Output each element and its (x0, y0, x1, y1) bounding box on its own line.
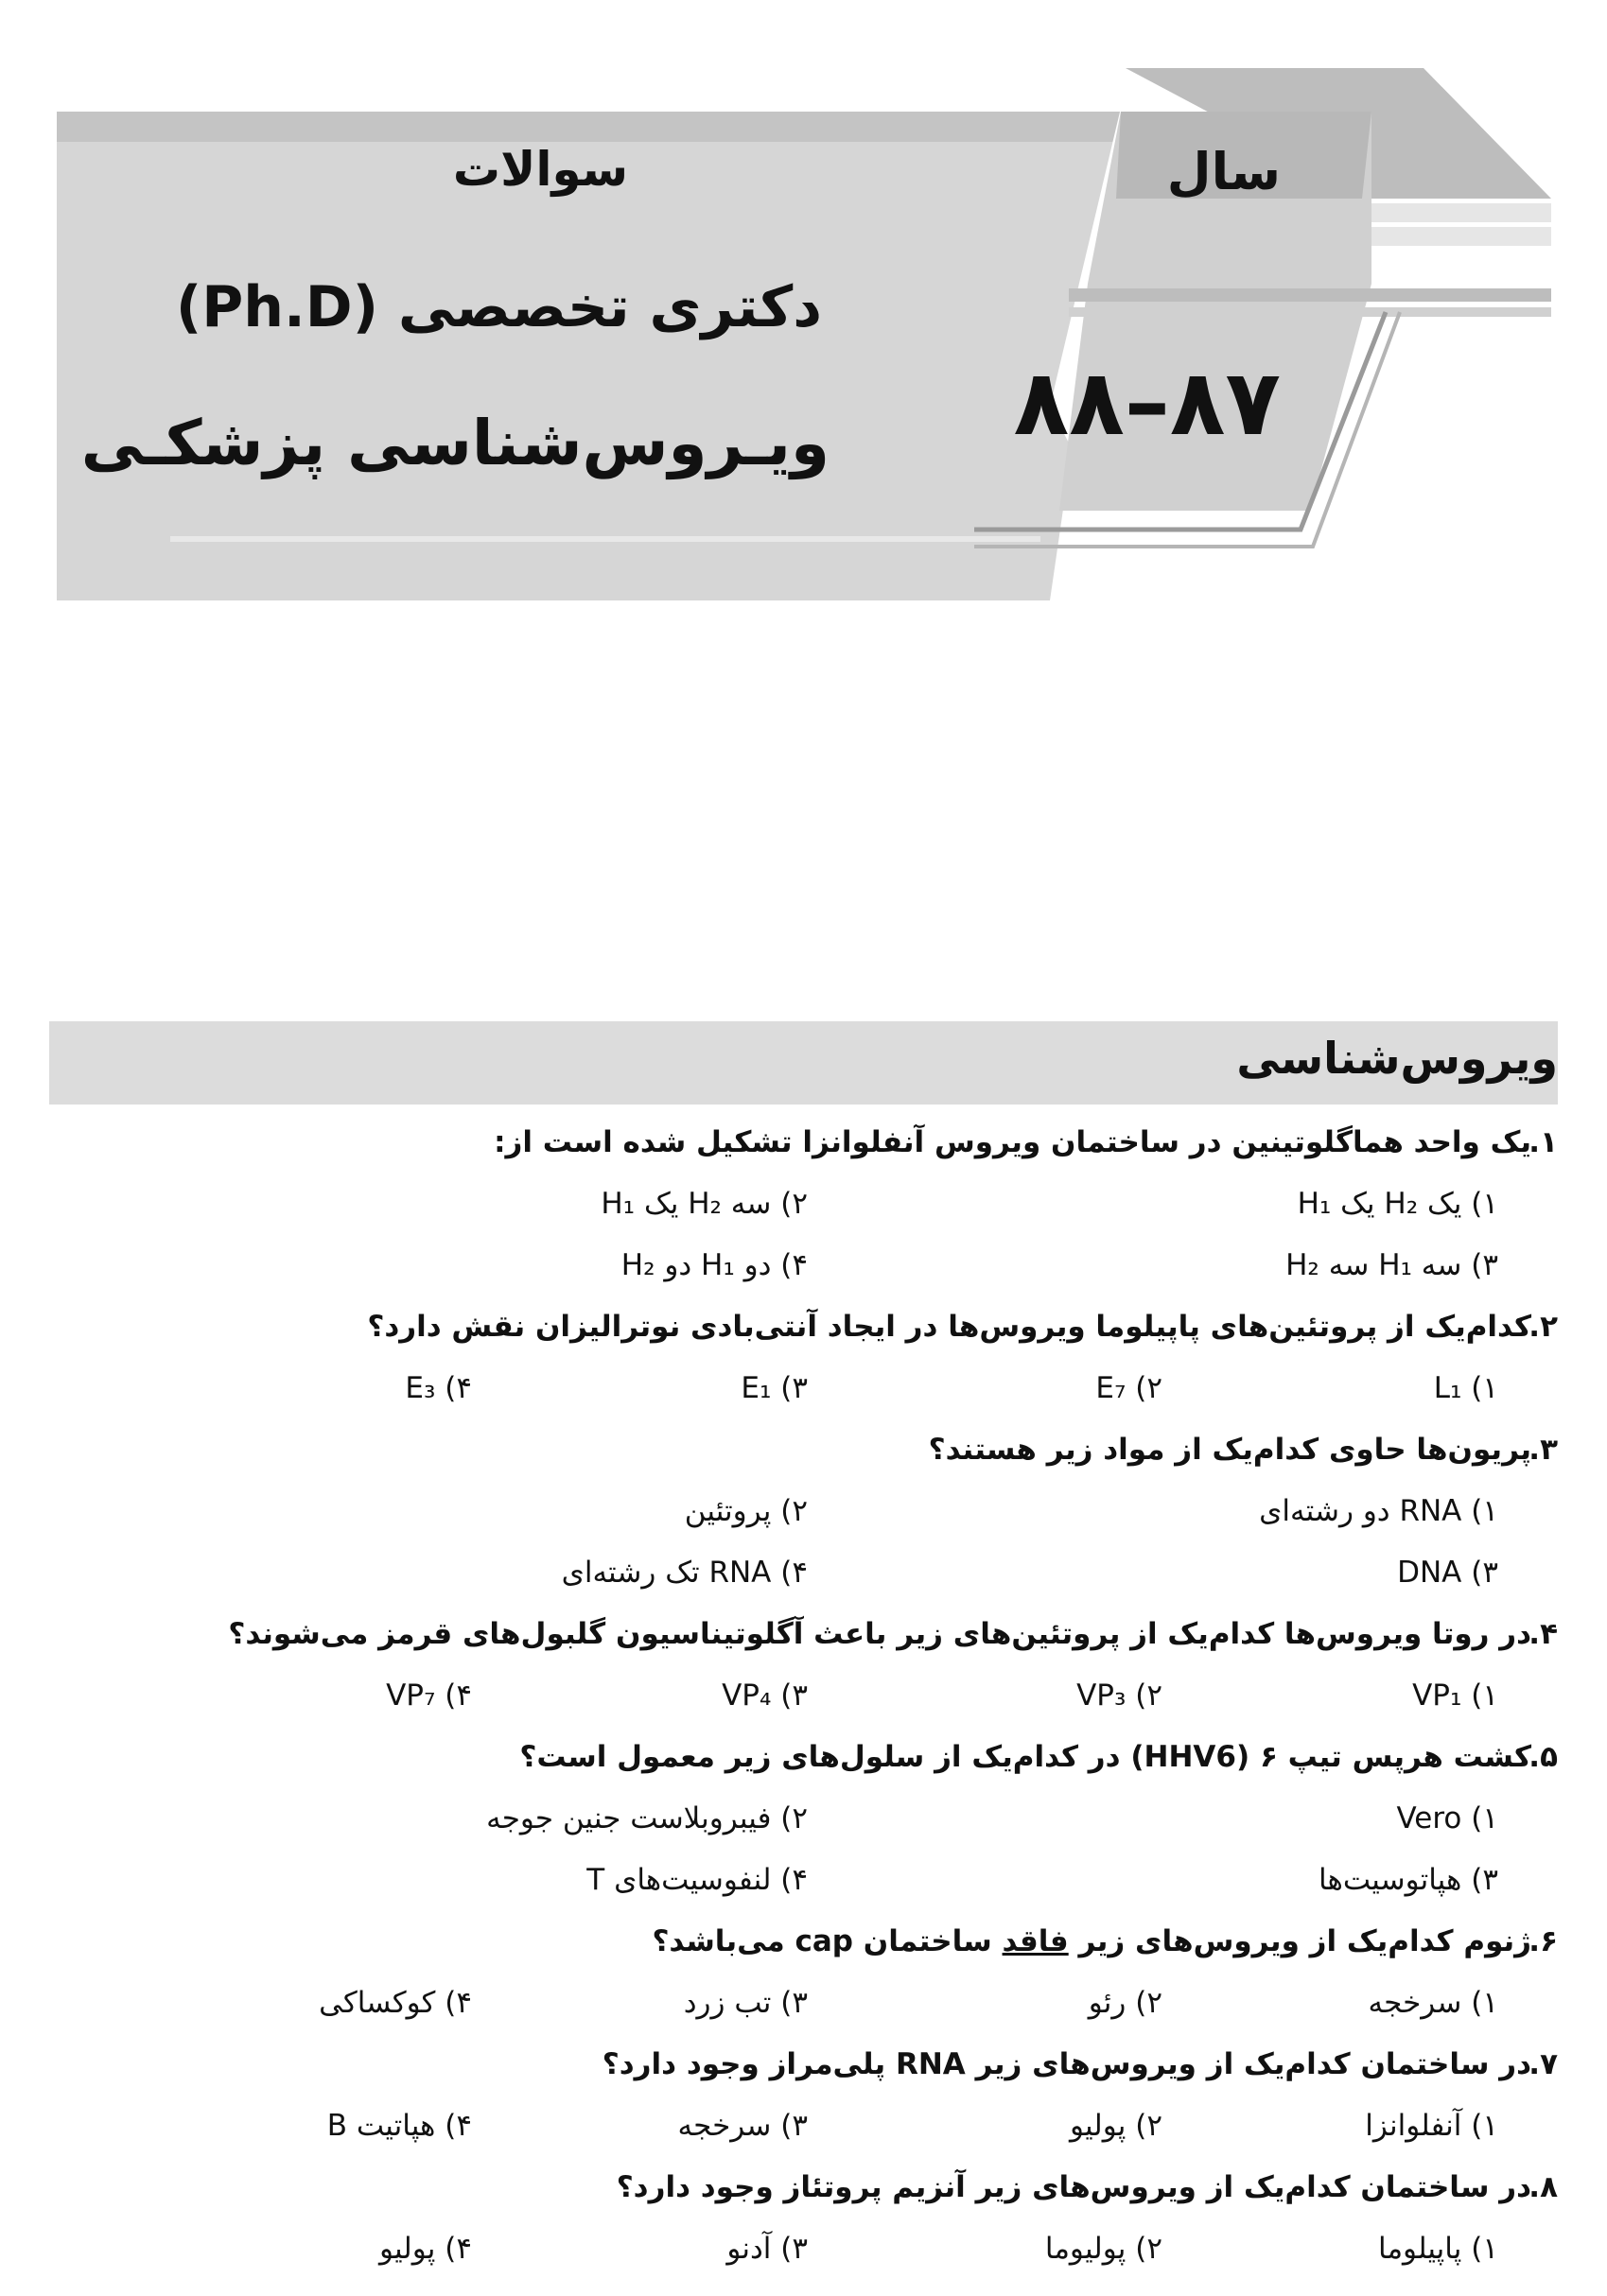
option: ۴) پولیو (378, 2232, 472, 2266)
question-number: ۶. (1528, 1924, 1558, 1958)
year-label: سال (1166, 142, 1281, 201)
question-number: ۵. (1528, 1740, 1558, 1774)
option: ۲) E₇ (1095, 1371, 1162, 1405)
option: ۱) VP₁ (1412, 1679, 1498, 1713)
option: ۲) سه H₂ یک H₁ (601, 1187, 808, 1221)
option: ۱) L₁ (1433, 1371, 1498, 1405)
question-number: ۲. (1528, 1310, 1558, 1344)
question-text: پریون‌ها حاوی کدام‌یک از مواد زیر هستند؟ (928, 1433, 1531, 1467)
option: ۱) آنفلوانزا (1365, 2109, 1498, 2143)
option: ۳) هپاتوسیت‌ها (1319, 1863, 1498, 1897)
option: ۴) RNA تک رشته‌ای (561, 1556, 808, 1590)
header-banner (0, 0, 1607, 662)
option: ۲) رئو (1088, 1986, 1162, 2020)
question-text-part: ژنوم کدام‌یک از ویروس‌های زیر (1068, 1924, 1531, 1958)
option: ۳) سه H₁ سه H₂ (1285, 1248, 1498, 1282)
question-text: یک واحد هماگلوتینین در ساختمان ویروس آنفلوانزا تشکیل شده است از: (494, 1125, 1531, 1159)
question-number: ۴. (1528, 1617, 1558, 1651)
option: ۴) VP₇ (386, 1679, 472, 1713)
question-number: ۸. (1528, 2170, 1558, 2204)
option: ۴) لنفوسیت‌های T (586, 1863, 808, 1897)
option: ۳) تب زرد (683, 1986, 808, 2020)
option: ۳) E₁ (741, 1371, 808, 1405)
question-text-emphasis: فاقد (1002, 1924, 1069, 1958)
question-text: کدام‌یک از پروتئین‌های پاپیلوما ویروس‌ها در ایجاد آنتی‌بادی نوترالیزان نقش دارد؟ (367, 1310, 1531, 1344)
section-title: ویروس‌شناسی (1236, 1033, 1558, 1084)
question-text: در ساختمان کدام‌یک از ویروس‌های زیر RNA پلی‌مراز وجود دارد؟ (602, 2047, 1531, 2081)
option: ۱) پاپیلوما (1378, 2232, 1498, 2266)
question-number: ۳. (1528, 1433, 1558, 1467)
year-range: ۸۸–۸۷ (1013, 350, 1281, 456)
option: ۱) RNA دو رشته‌ای (1259, 1494, 1498, 1528)
question-text: در روتا ویروس‌ها کدام‌یک از پروتئین‌های زیر باعث آگلوتیناسیون گلبول‌های قرمز می‌شوند؟ (228, 1617, 1531, 1651)
option: ۴) کوکساکی (319, 1986, 472, 2020)
option: ۳) VP₄ (722, 1679, 808, 1713)
option: ۲) پروتئین (684, 1494, 808, 1528)
degree-title: دکتری تخصصی (Ph.D) (175, 274, 822, 340)
option: ۲) پولیوما (1044, 2232, 1162, 2266)
questions-label: سوالات (452, 142, 628, 197)
question-text: در ساختمان کدام‌یک از ویروس‌های زیر آنزیم پروتئاز وجود دارد؟ (616, 2170, 1531, 2204)
question-number: ۱. (1528, 1125, 1558, 1159)
option: ۳) سرخجه (677, 2109, 808, 2143)
option: ۲) فیبروبلاست جنین جوجه (486, 1801, 808, 1835)
option: ۴) هپاتیت B (326, 2109, 472, 2143)
option: ۱) سرخجه (1368, 1986, 1498, 2020)
question-text: کشت هرپس تیپ ۶ (HHV6) در کدام‌یک از سلول‌های زیر معمول است؟ (519, 1740, 1531, 1774)
option: ۲) پولیو (1069, 2109, 1162, 2143)
question-number: ۷. (1528, 2047, 1558, 2081)
question-text-part: ساختمان cap می‌باشد؟ (652, 1924, 1003, 1958)
question-text (652, 1924, 1531, 1958)
option: ۱) Vero (1396, 1801, 1498, 1835)
option: ۱) یک H₂ یک H₁ (1297, 1187, 1498, 1221)
option: ۴) دو H₁ دو H₂ (620, 1248, 808, 1282)
option: ۲) VP₃ (1076, 1679, 1162, 1713)
option: ۴) E₃ (405, 1371, 472, 1405)
option: ۳) آدنو (726, 2232, 808, 2266)
option: ۳) DNA (1397, 1556, 1498, 1590)
field-title: ویـروس‌شناسی پزشکـی (80, 407, 830, 479)
